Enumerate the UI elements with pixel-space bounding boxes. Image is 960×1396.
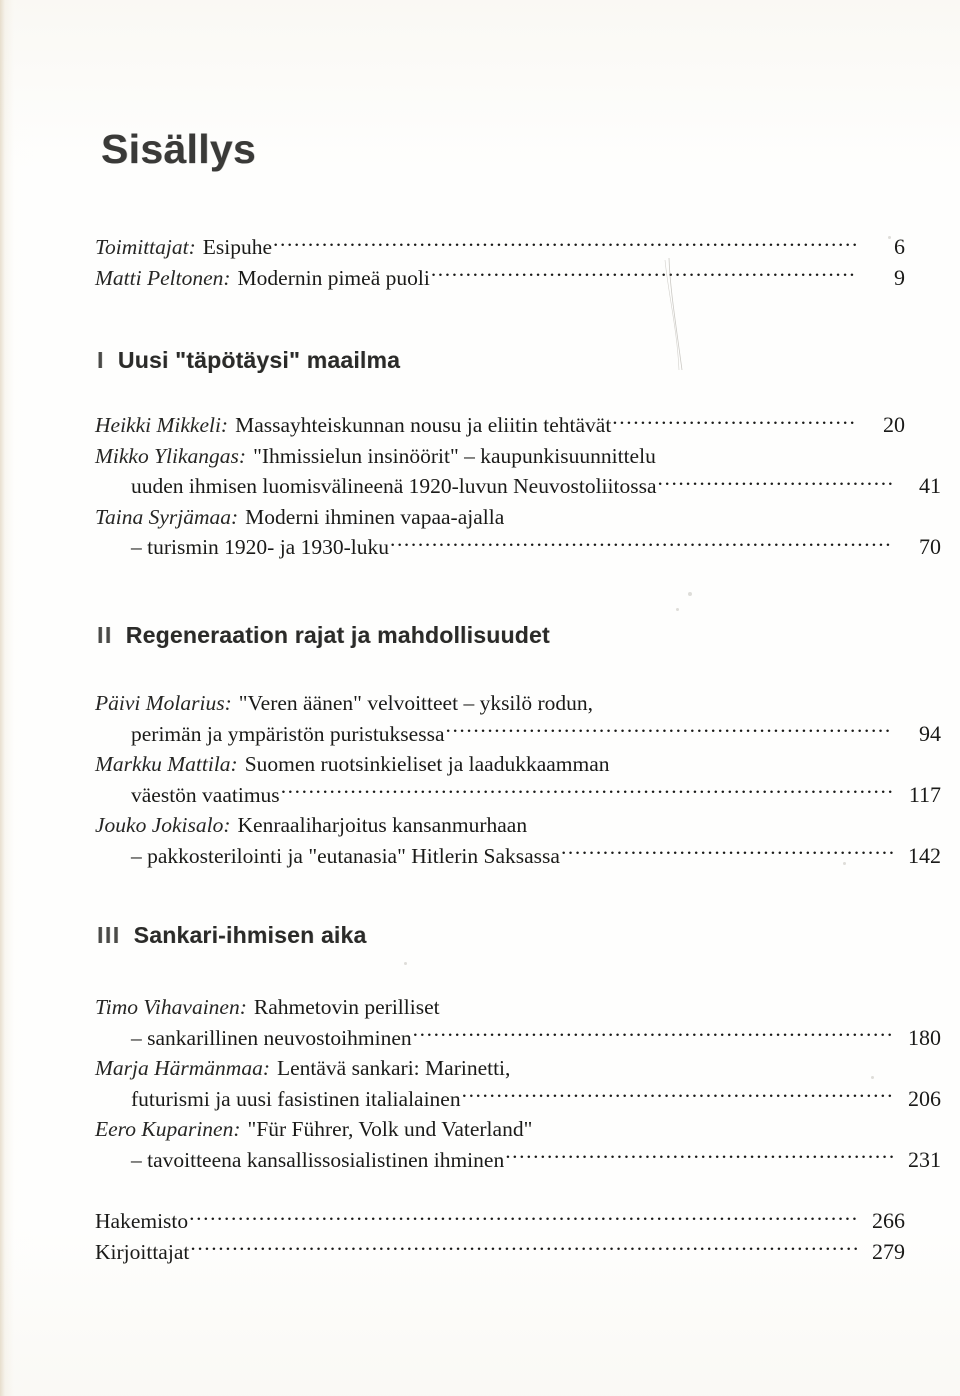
dot-leader [462, 1084, 893, 1106]
section-numeral: I [97, 347, 105, 373]
toc-entry[interactable] [95, 232, 905, 263]
entry-page-number: 117 [908, 781, 941, 807]
toc-entry[interactable] [95, 1053, 941, 1114]
entry-title: – sankarillinen neuvostoihminen [131, 1025, 412, 1050]
entry-title: futurismi ja uusi fasistinen italialainen [131, 1086, 461, 1111]
dot-leader [445, 719, 893, 741]
entry-title: – turismin 1920- ja 1930-luku [131, 535, 389, 559]
dot-leader [431, 263, 857, 285]
dot-leader [189, 1207, 857, 1229]
section-heading-1 [97, 347, 400, 374]
entry-title: Rahmetovin perilliset [253, 995, 440, 1019]
entry-author: Eero Kuparinen: [95, 1117, 241, 1141]
toc-entry[interactable] [95, 992, 941, 1053]
entry-title: Hakemisto [95, 1209, 189, 1233]
entry-title: Modernin pimeä puoli [237, 265, 430, 290]
front-matter-entries [95, 232, 905, 293]
entry-title: Suomen ruotsinkieliset ja laadukkaamman [244, 752, 610, 776]
entry-title: Moderni ihminen vapaa-ajalla [245, 504, 505, 529]
dot-leader [190, 1237, 857, 1259]
entry-author: Jouko Jokisalo: [95, 813, 231, 837]
toc-entry-line [95, 810, 905, 841]
toc-entry-line [95, 232, 905, 263]
entry-title: perimän ja ympäristön puristuksessa [131, 721, 445, 746]
toc-entry-line [95, 532, 941, 563]
toc-entry-line [95, 719, 941, 750]
section-heading-3 [97, 922, 367, 949]
toc-entry[interactable] [95, 810, 941, 871]
entry-page-number: 94 [919, 720, 941, 746]
section-numeral: II [97, 622, 113, 648]
scan-speck [688, 592, 692, 596]
toc-entry-line [95, 1145, 941, 1176]
entry-author: Timo Vihavainen: [95, 995, 247, 1019]
scan-speck [676, 608, 679, 611]
section-numeral: III [97, 922, 121, 948]
dot-leader [273, 233, 857, 255]
entry-page-number: 9 [894, 264, 905, 290]
toc-entry-line [95, 441, 905, 472]
toc-entry[interactable] [95, 1114, 941, 1175]
entry-page-number: 6 [894, 234, 905, 259]
entry-title: – pakkosterilointi ja "eutanasia" Hitlerin Saksassa [131, 843, 560, 868]
section-entries-1 [95, 410, 941, 563]
toc-entry[interactable] [95, 263, 905, 294]
toc-entry-line [95, 1084, 941, 1115]
entry-page-number: 41 [919, 473, 941, 498]
section-heading-2 [97, 622, 550, 649]
entry-author: Päivi Molarius: [95, 691, 232, 715]
toc-entry[interactable] [95, 1237, 905, 1268]
entry-title: "Für Führer, Volk und Vaterland" [247, 1117, 533, 1141]
toc-entry-line [95, 841, 941, 872]
toc-entry-line [95, 992, 905, 1023]
entry-author: Toimittajat: [95, 235, 196, 259]
dot-leader [505, 1145, 893, 1167]
toc-entry-line [95, 1206, 905, 1237]
toc-entry-line [95, 1114, 905, 1145]
toc-entry[interactable] [95, 410, 905, 441]
dot-leader [413, 1023, 893, 1045]
toc-entry-line [95, 1237, 905, 1268]
entry-page-number: 266 [872, 1208, 905, 1233]
section-title: Sankari-ihmisen aika [133, 922, 367, 948]
toc-entry-line [95, 502, 905, 533]
entry-title: "Ihmissielun insinöörit" – kaupunkisuunnittelu [253, 443, 656, 468]
entry-page-number: 231 [908, 1146, 941, 1172]
back-matter-entries [95, 1206, 905, 1267]
entry-page-number: 206 [908, 1085, 941, 1111]
entry-title: uuden ihmisen luomisvälineenä 1920-luvun Neuvostoliitossa [131, 474, 657, 498]
toc-entry-line [95, 263, 905, 294]
toc-entry-line [95, 1023, 941, 1054]
entry-title: Lentävä sankari: Marinetti, [276, 1056, 511, 1080]
dot-leader [561, 841, 893, 863]
scan-speck [404, 962, 407, 965]
toc-entry[interactable] [95, 749, 941, 810]
entry-title: Kenraaliharjoitus kansanmurhaan [237, 813, 528, 837]
entry-author: Marja Härmänmaa: [95, 1056, 270, 1080]
dot-leader [390, 533, 893, 555]
entry-title: – tavoitteena kansallissosialistinen ihminen [131, 1147, 505, 1172]
dot-leader [281, 780, 893, 802]
entry-page-number: 180 [908, 1024, 941, 1050]
entry-author: Heikki Mikkeli: [95, 413, 229, 437]
section-title: Regeneraation rajat ja mahdollisuudet [125, 622, 550, 648]
entry-title: Kirjoittajat [95, 1239, 190, 1264]
entry-title: "Veren äänen" velvoitteet – yksilö rodun, [238, 691, 594, 715]
entry-title: väestön vaatimus [131, 782, 280, 807]
entry-page-number: 142 [908, 842, 941, 868]
entry-title: Massayhteiskunnan nousu ja eliitin tehtävät [235, 413, 612, 437]
dot-leader [658, 472, 894, 494]
section-entries-3 [95, 992, 941, 1175]
entry-author: Markku Mattila: [95, 752, 238, 776]
entry-author: Mikko Ylikangas: [95, 443, 247, 468]
dot-leader [612, 411, 857, 433]
toc-entry[interactable] [95, 441, 941, 502]
toc-entry[interactable] [95, 502, 941, 563]
entry-author: Matti Peltonen: [95, 265, 231, 290]
toc-entry-line [95, 471, 941, 502]
entry-title: Esipuhe [202, 235, 273, 259]
entry-page-number: 279 [872, 1238, 905, 1264]
toc-entry[interactable] [95, 688, 941, 749]
page-title: Sisällys [101, 126, 257, 172]
toc-entry[interactable] [95, 1206, 905, 1237]
toc-entry-line [95, 688, 905, 719]
toc-entry-line [95, 1053, 905, 1084]
entry-page-number: 20 [883, 412, 905, 437]
section-entries-2 [95, 688, 941, 871]
toc-entry-line [95, 780, 941, 811]
entry-author: Taina Syrjämaa: [95, 504, 239, 529]
entry-page-number: 70 [919, 534, 941, 559]
section-title: Uusi "täpötäysi" maailma [117, 347, 401, 373]
toc-entry-line [95, 410, 905, 441]
toc-entry-line [95, 749, 905, 780]
